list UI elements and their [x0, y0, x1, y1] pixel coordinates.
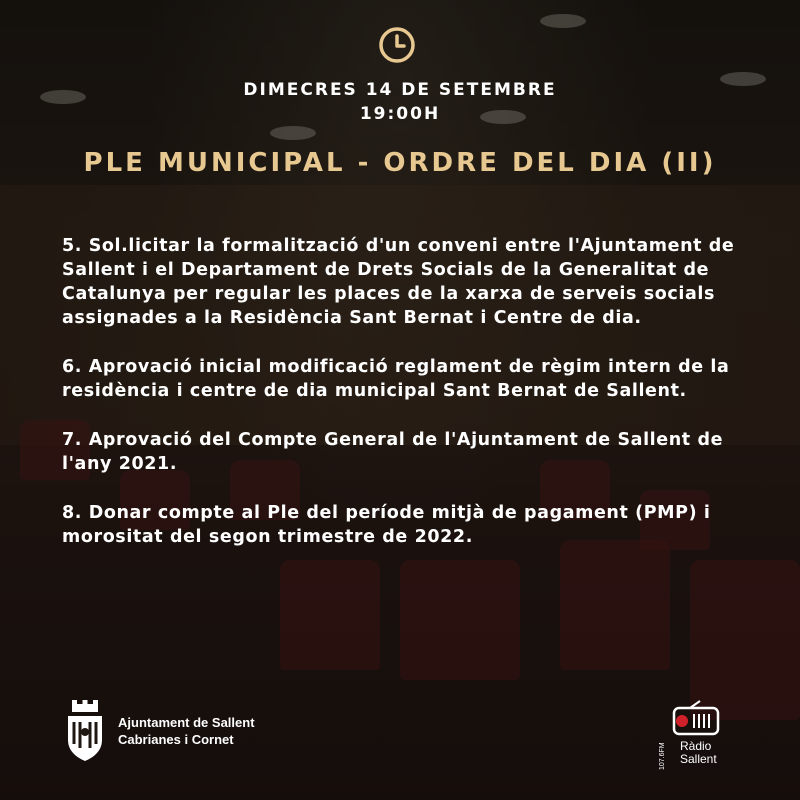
org-name: Ajuntament de Sallent: [118, 715, 255, 730]
event-time: 19:00H: [359, 104, 441, 124]
agenda-item: 8. Donar compte al Ple del període mitjà de pagament (PMP) i morositat del segon trimestre de 2022.: [62, 503, 711, 547]
agenda-list: [62, 234, 752, 574]
radio-name-line2: Sallent: [680, 752, 717, 766]
event-date: DIMECRES 14 DE SETEMBRE: [243, 80, 557, 100]
page-title: PLE MUNICIPAL - ORDRE DEL DIA (II): [83, 148, 717, 178]
agenda-item: 6. Aprovació inicial modificació reglament de règim intern de la residència i centre de dia municipal Sant Bernat de Sallent.: [62, 357, 730, 401]
clock-icon: [378, 26, 416, 64]
org-subtitle: Cabrianes i Cornet: [118, 732, 234, 747]
radio-name: [680, 740, 717, 766]
radio-name-line1: Ràdio: [680, 739, 712, 753]
municipality-logo: [66, 700, 255, 762]
coat-of-arms-icon: [66, 700, 104, 762]
agenda-item: 7. Aprovació del Compte General de l'Ajuntament de Sallent de l'any 2021.: [62, 430, 724, 474]
radio-frequency: 107.6FM: [659, 742, 666, 770]
agenda-item: 5. Sol.licitar la formalització d'un conveni entre l'Ajuntament de Sallent i el Departament de Drets Socials de la Generalitat de Catalunya per regular les places de la xarxa de serveis socials assignades a la Residència Sant Bernat i Centre de dia.: [62, 236, 735, 328]
